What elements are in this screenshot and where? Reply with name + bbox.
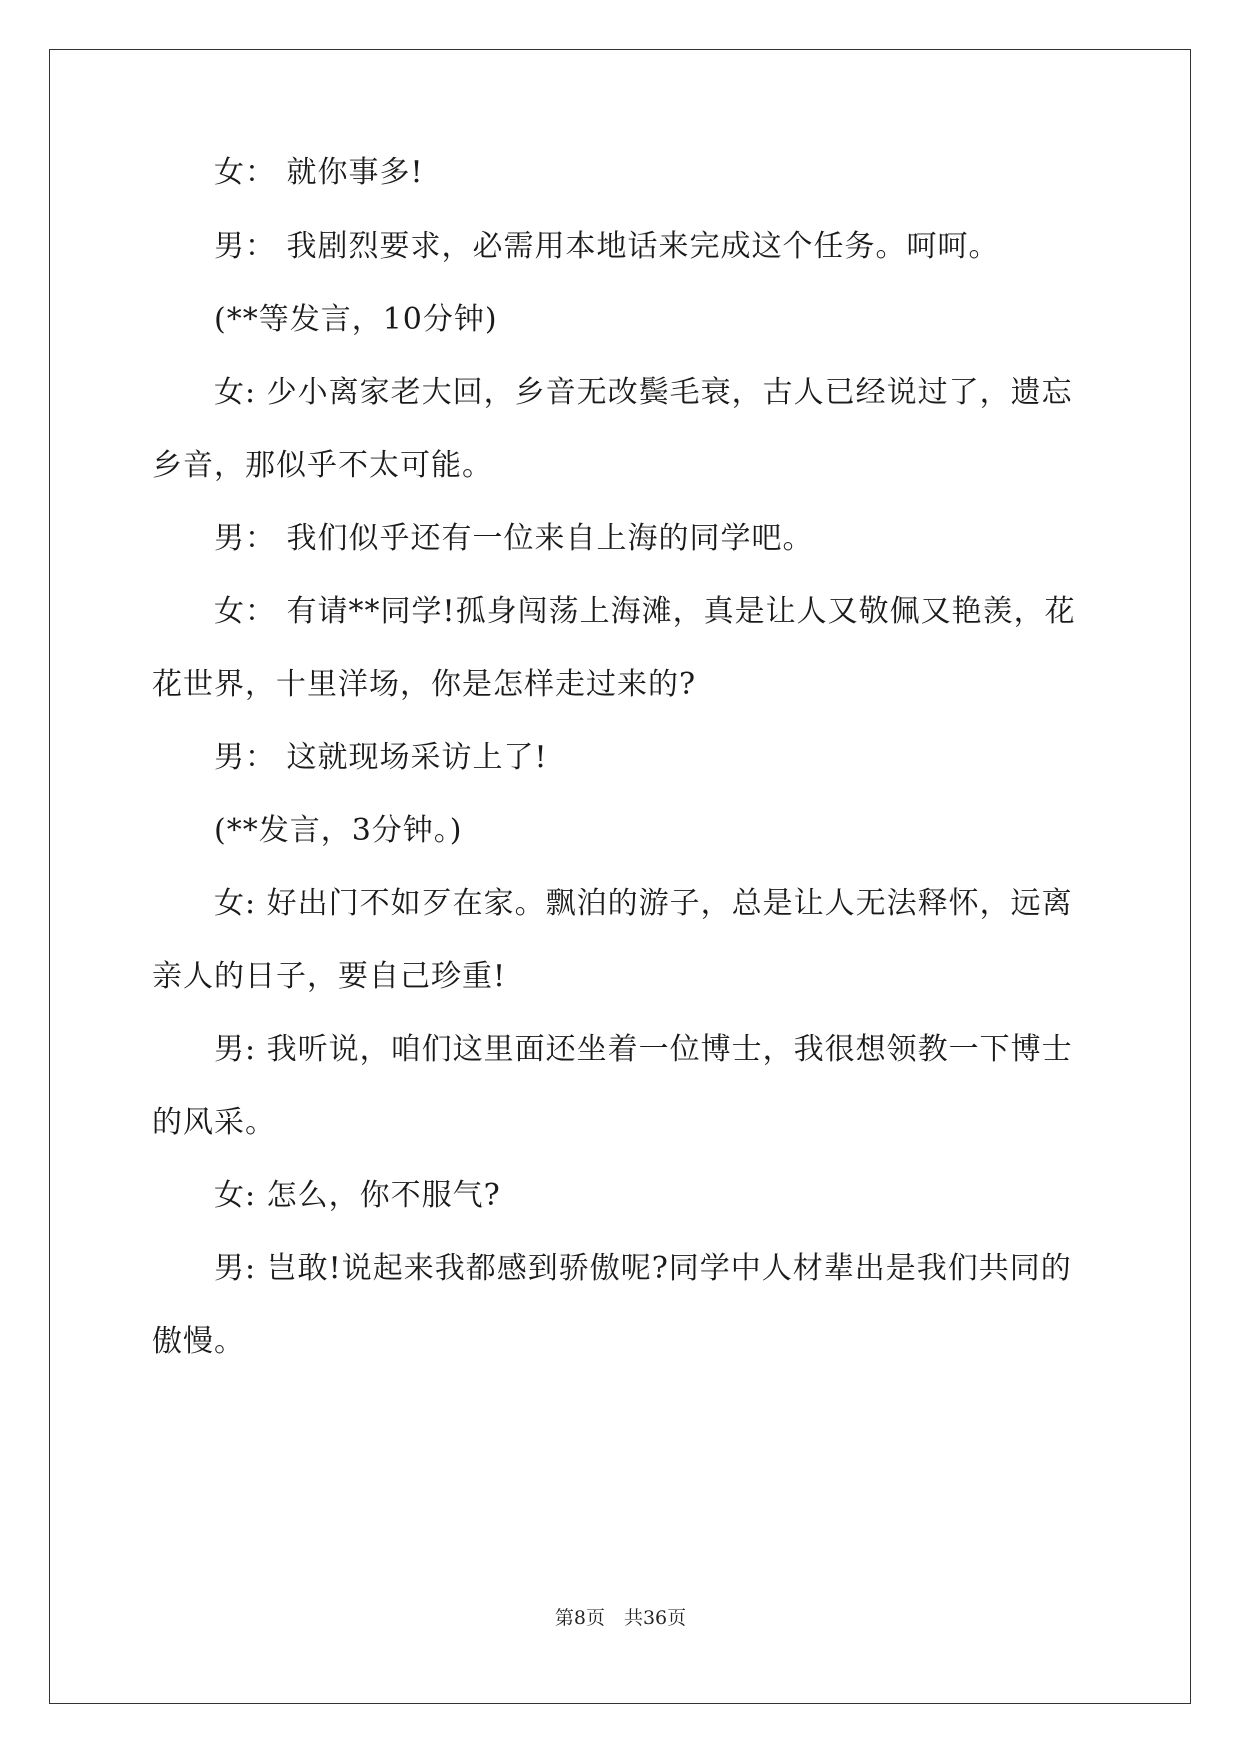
stage-direction: (**发言，3分钟。) [214, 813, 463, 848]
dialogue-continuation: 的风采。 [152, 1105, 276, 1140]
dialogue-line: 女: 好出门不如歹在家。飘泊的游子，总是让人无法释怀，远离 [214, 886, 1073, 921]
dialogue-line: 女： 有请**同学!孤身闯荡上海滩，真是让人又敬佩又艳羡，花 [214, 594, 1076, 629]
dialogue-line: 女: 少小离家老大回，乡音无改鬓毛衰，古人已经说过了，遗忘 [214, 375, 1073, 410]
dialogue-line: 女: 怎么，你不服气? [214, 1178, 501, 1213]
dialogue-continuation: 乡音，那似乎不太可能。 [152, 448, 493, 483]
dialogue-line: 男： 这就现场采访上了! [214, 740, 548, 775]
stage-direction: (**等发言，10分钟) [214, 302, 498, 337]
dialogue-continuation: 傲慢。 [152, 1324, 245, 1359]
page-number: 第8页 共36页 [554, 1607, 687, 1629]
dialogue-line: 男： 我剧烈要求，必需用本地话来完成这个任务。呵呵。 [214, 229, 1000, 264]
dialogue-line: 男: 我听说，咱们这里面还坐着一位博士，我很想领教一下博士 [214, 1032, 1073, 1067]
dialogue-line: 女： 就你事多! [214, 155, 424, 190]
page-border [49, 49, 1191, 1704]
dialogue-line: 男: 岂敢!说起来我都感到骄傲呢?同学中人材辈出是我们共同的 [214, 1251, 1072, 1286]
dialogue-continuation: 亲人的日子，要自己珍重! [152, 959, 507, 994]
dialogue-line: 男： 我们似乎还有一位来自上海的同学吧。 [214, 521, 814, 556]
dialogue-continuation: 花世界，十里洋场，你是怎样走过来的? [152, 667, 697, 702]
